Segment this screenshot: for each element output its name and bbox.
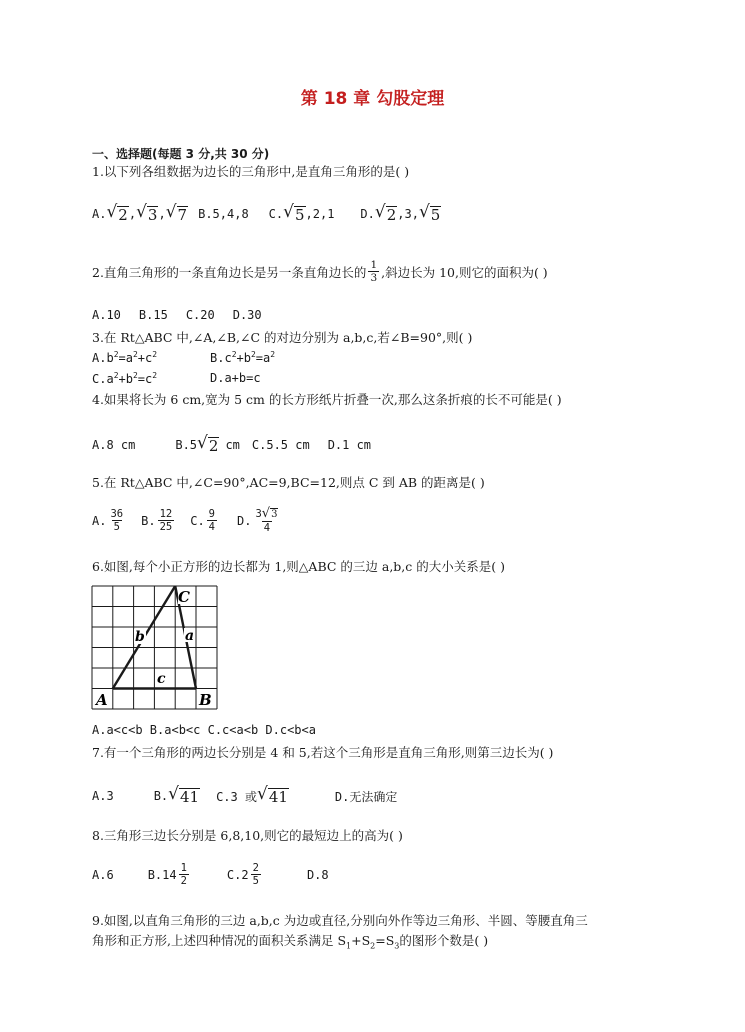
- sqrt-expression: √ 5: [418, 202, 441, 224]
- option-c-label: C.: [190, 513, 205, 528]
- fraction: $\frac{12}{25}$: [159, 508, 173, 533]
- fraction: 3 √ 3 4: [255, 506, 278, 534]
- comma: ,: [158, 207, 166, 221]
- triangle-grid-figure: [90, 584, 220, 712]
- option-b-unit: cm: [225, 438, 240, 452]
- question-2-options: [92, 308, 262, 322]
- option-b-label: B.14: [147, 867, 177, 882]
- sqrt-expression: √ 5: [283, 202, 305, 224]
- sqrt-expression: √ 2: [197, 433, 219, 455]
- question-9-line-1: 9.如图,以直角三角形的三边 a,b,c 为边或直径,分别向外作等边三角形、半圆、等腰直角三: [92, 913, 588, 928]
- sqrt-expression: √ 3: [136, 202, 158, 224]
- question-7: 7.有一个三角形的两边长分别是 4 和 5,若这个三角形是直角三角形,则第三边长为( ): [92, 745, 554, 760]
- fraction: $\frac{36}{5}$: [110, 508, 124, 533]
- question-4: 4.如果将长为 6 cm,宽为 5 cm 的长方形纸片折叠一次,那么这条折痕的长不可能是( ): [92, 392, 562, 407]
- question-1-options: [92, 204, 441, 224]
- question-3-option-d: D.a+b=c: [210, 371, 261, 385]
- fraction: $\frac{1}{2}$: [180, 862, 187, 887]
- option-d: D.8: [306, 867, 329, 882]
- fraction: $\frac{9}{4}$: [208, 508, 215, 533]
- vertex-a-label: A: [96, 691, 108, 709]
- sqrt-expression: √ 41: [168, 784, 200, 806]
- question-2-text-end: ,斜边长为 10,则它的面积为( ): [381, 264, 548, 280]
- option-b: B.15: [138, 308, 168, 322]
- option-c-rest: ,2,1: [305, 207, 335, 221]
- option-d: D.30: [232, 308, 262, 322]
- option-a-label: A.: [92, 207, 107, 221]
- question-3-option-b: $B.c^2+b^2=a^2$: [210, 350, 276, 365]
- question-5-options: [92, 507, 282, 534]
- side-a-label: a: [185, 628, 195, 644]
- question-2-text: 2.直角三角形的一条直角边长是另一条直角边长的: [92, 264, 367, 280]
- option-d: D.1 cm: [327, 438, 372, 452]
- vertex-b-label: B: [199, 691, 212, 709]
- option-b-label: B.: [153, 789, 169, 803]
- option-d-mid: ,3,: [397, 207, 419, 221]
- question-2: [92, 259, 548, 284]
- question-3: 3.在 Rt△ABC 中,∠A,∠B,∠C 的对边分别为 a,b,c,若∠B=90°,则( ): [92, 330, 473, 345]
- page-title: 第 18 章 勾股定理: [300, 89, 445, 109]
- option-a: A.8 cm: [92, 438, 136, 452]
- side-c-label: c: [157, 671, 166, 687]
- option-a-label: A.: [92, 513, 107, 528]
- sqrt-expression: √ 41: [256, 784, 288, 806]
- question-4-options: [92, 435, 371, 455]
- option-b-label: B.: [141, 513, 156, 528]
- option-d: D.无法确定: [334, 789, 398, 804]
- option-c: C.20: [185, 308, 215, 322]
- question-3-option-c: $C.a^2+b^2=c^2$: [92, 371, 158, 386]
- question-8-options: [92, 862, 329, 887]
- sqrt-expression: √ 7: [165, 202, 188, 224]
- question-9-line-2: 角形和正方形,上述四种情况的面积关系满足 $S_1+S_2=S_3$的图形个数是( ): [92, 933, 489, 951]
- vertex-c-label: C: [178, 588, 190, 606]
- fraction: $\frac{2}{5}$: [252, 862, 259, 887]
- sqrt-expression: √ 2: [106, 202, 128, 224]
- question-6: 6.如图,每个小正方形的边长都为 1,则△ABC 的三边 a,b,c 的大小关系是( ): [92, 559, 505, 574]
- comma: ,: [128, 207, 137, 221]
- question-8: 8.三角形三边长分别是 6,8,10,则它的最短边上的高为( ): [92, 828, 403, 843]
- option-d-label: D.: [237, 513, 252, 528]
- question-6-options: A.a<c<b B.a<b<c C.c<a<b D.c<b<a: [92, 723, 316, 737]
- question-5: 5.在 Rt△ABC 中,∠C=90°,AC=9,BC=12,则点 C 到 AB 的距离是( ): [92, 475, 485, 490]
- option-d-label: D.: [360, 207, 375, 221]
- option-c: C.5.5 cm: [251, 438, 310, 452]
- fraction: $\frac{1}{3}$: [370, 259, 378, 284]
- side-b-label: b: [135, 629, 145, 645]
- option-c-label: C.: [268, 207, 284, 221]
- option-b-label: B.5: [175, 438, 198, 452]
- option-a: A.6: [92, 867, 114, 882]
- question-1: 1.以下列各组数据为边长的三角形中,是直角三角形的是( ): [92, 164, 410, 179]
- option-a: A.10: [92, 308, 121, 322]
- question-7-options: [92, 786, 397, 806]
- section-heading: 一、选择题(每题 3 分,共 30 分): [92, 147, 270, 161]
- option-c-label: C.3 或: [216, 789, 257, 804]
- option-c-label: C.2: [226, 867, 249, 882]
- question-3-option-a: $A.b^2=a^2+c^2$: [92, 350, 158, 365]
- option-b: B.5,4,8: [198, 207, 249, 221]
- option-a: A.3: [92, 789, 114, 803]
- sqrt-expression: √ 2: [374, 202, 397, 224]
